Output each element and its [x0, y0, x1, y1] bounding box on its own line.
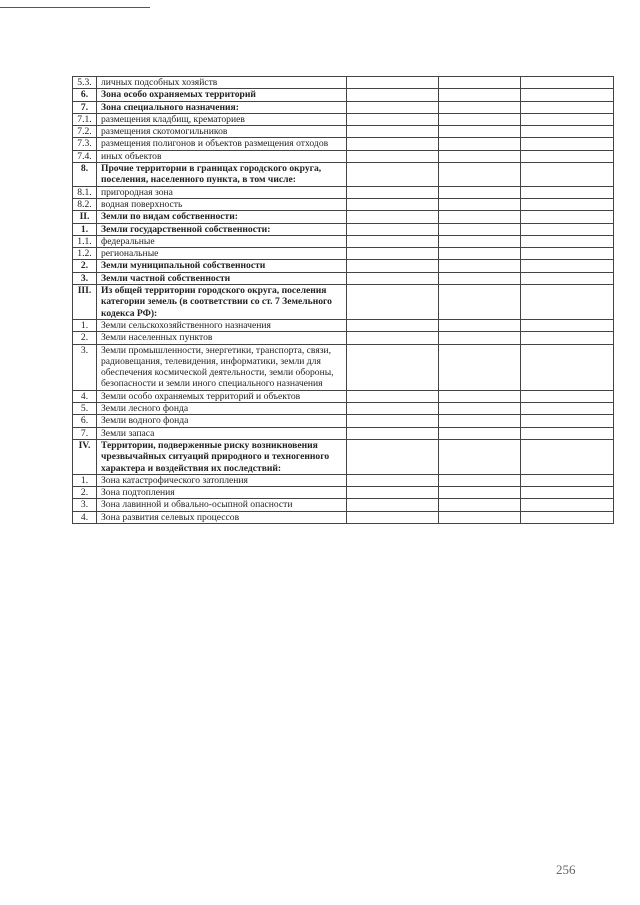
row-label: размещения полигонов и объектов размещения отходов [97, 138, 347, 150]
value-cell [521, 235, 614, 247]
row-number: 5.3. [73, 77, 97, 89]
value-cell [439, 211, 521, 223]
table-row [73, 415, 614, 427]
row-number: 4. [73, 390, 97, 402]
value-cell [347, 186, 439, 198]
value-cell [521, 77, 614, 89]
table-row [73, 126, 614, 138]
value-cell [347, 198, 439, 210]
table-row [73, 248, 614, 260]
table-row [73, 332, 614, 344]
value-cell [439, 138, 521, 150]
row-label: водная поверхность [97, 198, 347, 210]
value-cell [439, 499, 521, 511]
table-row [73, 113, 614, 125]
value-cell [439, 248, 521, 260]
row-number: 1. [73, 474, 97, 486]
value-cell [521, 474, 614, 486]
value-cell [521, 198, 614, 210]
value-cell [439, 439, 521, 474]
value-cell [439, 223, 521, 235]
value-cell [439, 235, 521, 247]
row-label: Земли запаса [97, 427, 347, 439]
value-cell [347, 126, 439, 138]
value-cell [521, 499, 614, 511]
value-cell [521, 272, 614, 284]
row-number: 8. [73, 163, 97, 187]
value-cell [521, 390, 614, 402]
row-number: 4. [73, 511, 97, 523]
row-label: Зона катастрофического затопления [97, 474, 347, 486]
table-row [73, 77, 614, 89]
value-cell [521, 101, 614, 113]
value-cell [439, 113, 521, 125]
row-label: Земли особо охраняемых территорий и объектов [97, 390, 347, 402]
row-number: 2. [73, 487, 97, 499]
row-number: III. [73, 285, 97, 320]
value-cell [439, 198, 521, 210]
row-label: Из общей территории городского округа, поселения категории земель (в соответствии со ст. 7 Земельного кодекса РФ): [97, 285, 347, 320]
value-cell [439, 474, 521, 486]
value-cell [439, 344, 521, 390]
value-cell [347, 439, 439, 474]
value-cell [439, 319, 521, 331]
value-cell [521, 211, 614, 223]
value-cell [521, 511, 614, 523]
value-cell [439, 77, 521, 89]
value-cell [439, 260, 521, 272]
page-number: 256 [556, 862, 576, 877]
value-cell [347, 344, 439, 390]
row-label: Земли промышленности, энергетики, транспорта, связи, радиовещания, телевидения, информатики, земли для обеспечения космической деятельности, земли обороны, безопасности и земли иного специального назначения [97, 344, 347, 390]
row-label: Зона особо охраняемых территорий [97, 89, 347, 101]
value-cell [439, 415, 521, 427]
table-row [73, 89, 614, 101]
table-body [73, 77, 614, 524]
row-label: Земли населенных пунктов [97, 332, 347, 344]
value-cell [347, 113, 439, 125]
value-cell [521, 126, 614, 138]
row-number: 7. [73, 101, 97, 113]
row-label: размещения кладбищ, крематориев [97, 113, 347, 125]
value-cell [347, 77, 439, 89]
row-number: 1.1. [73, 235, 97, 247]
value-cell [439, 511, 521, 523]
value-cell [347, 285, 439, 320]
value-cell [521, 332, 614, 344]
table-row [73, 260, 614, 272]
row-number: 7.3. [73, 138, 97, 150]
row-label: федеральные [97, 235, 347, 247]
value-cell [347, 260, 439, 272]
table-row [73, 487, 614, 499]
value-cell [439, 101, 521, 113]
row-number: 1. [73, 319, 97, 331]
header-rule [0, 7, 150, 8]
value-cell [521, 223, 614, 235]
row-number: 1.2. [73, 248, 97, 260]
value-cell [347, 403, 439, 415]
value-cell [439, 186, 521, 198]
row-number: 5. [73, 403, 97, 415]
row-label: Зона развития селевых процессов [97, 511, 347, 523]
table-row [73, 390, 614, 402]
value-cell [521, 344, 614, 390]
land-table [72, 76, 614, 524]
row-number: 6. [73, 89, 97, 101]
value-cell [521, 138, 614, 150]
table-row [73, 223, 614, 235]
value-cell [521, 439, 614, 474]
value-cell [347, 390, 439, 402]
value-cell [521, 487, 614, 499]
table-row [73, 211, 614, 223]
value-cell [347, 89, 439, 101]
row-number: II. [73, 211, 97, 223]
row-number: 1. [73, 223, 97, 235]
value-cell [439, 390, 521, 402]
value-cell [439, 285, 521, 320]
value-cell [439, 427, 521, 439]
value-cell [521, 163, 614, 187]
value-cell [347, 319, 439, 331]
value-cell [347, 248, 439, 260]
row-number: 8.2. [73, 198, 97, 210]
value-cell [439, 89, 521, 101]
row-label: размещения скотомогильников [97, 126, 347, 138]
table-row [73, 186, 614, 198]
value-cell [521, 150, 614, 162]
row-number: 8.1. [73, 186, 97, 198]
row-number: 3. [73, 499, 97, 511]
value-cell [521, 427, 614, 439]
row-number: 7. [73, 427, 97, 439]
table-row [73, 198, 614, 210]
row-label: личных подсобных хозяйств [97, 77, 347, 89]
row-label: пригородная зона [97, 186, 347, 198]
value-cell [347, 272, 439, 284]
table-row [73, 163, 614, 187]
row-label: Земли по видам собственности: [97, 211, 347, 223]
value-cell [521, 186, 614, 198]
row-number: 3. [73, 344, 97, 390]
value-cell [521, 285, 614, 320]
table-row [73, 101, 614, 113]
value-cell [347, 150, 439, 162]
row-label: Земли муниципальной собственности [97, 260, 347, 272]
row-number: 2. [73, 260, 97, 272]
table-row [73, 272, 614, 284]
value-cell [521, 260, 614, 272]
row-number: 2. [73, 332, 97, 344]
value-cell [347, 163, 439, 187]
table-row [73, 499, 614, 511]
row-label: Земли сельскохозяйственного назначения [97, 319, 347, 331]
row-label: Зона специального назначения: [97, 101, 347, 113]
row-number: 6. [73, 415, 97, 427]
value-cell [347, 211, 439, 223]
table-row [73, 319, 614, 331]
row-label: Земли лесного фонда [97, 403, 347, 415]
value-cell [347, 499, 439, 511]
table-row [73, 150, 614, 162]
row-label: Земли частной собственности [97, 272, 347, 284]
table-row [73, 439, 614, 474]
row-label: Земли государственной собственности: [97, 223, 347, 235]
row-label: региональные [97, 248, 347, 260]
value-cell [347, 474, 439, 486]
value-cell [439, 403, 521, 415]
row-number: 7.4. [73, 150, 97, 162]
value-cell [347, 415, 439, 427]
value-cell [439, 332, 521, 344]
value-cell [347, 235, 439, 247]
row-number: 7.2. [73, 126, 97, 138]
row-label: иных объектов [97, 150, 347, 162]
table-row [73, 403, 614, 415]
row-label: Зона лавинной и обвально-осыпной опасности [97, 499, 347, 511]
row-number: 7.1. [73, 113, 97, 125]
row-label: Прочие территории в границах городского округа, поселения, населенного пункта, в том числе: [97, 163, 347, 187]
value-cell [347, 511, 439, 523]
value-cell [439, 163, 521, 187]
value-cell [521, 319, 614, 331]
value-cell [347, 138, 439, 150]
value-cell [347, 332, 439, 344]
table-row [73, 235, 614, 247]
table-row [73, 344, 614, 390]
value-cell [521, 415, 614, 427]
value-cell [439, 150, 521, 162]
table-row [73, 474, 614, 486]
value-cell [347, 223, 439, 235]
value-cell [521, 89, 614, 101]
value-cell [439, 126, 521, 138]
value-cell [521, 113, 614, 125]
value-cell [347, 427, 439, 439]
table-row [73, 285, 614, 320]
row-label: Территории, подверженные риску возникновения чрезвычайных ситуаций природного и техногенного характера и воздействия их последствий: [97, 439, 347, 474]
table-row [73, 511, 614, 523]
value-cell [347, 487, 439, 499]
table-row [73, 427, 614, 439]
value-cell [347, 101, 439, 113]
value-cell [439, 272, 521, 284]
value-cell [439, 487, 521, 499]
table-row [73, 138, 614, 150]
value-cell [521, 403, 614, 415]
row-label: Земли водного фонда [97, 415, 347, 427]
row-number: 3. [73, 272, 97, 284]
value-cell [521, 248, 614, 260]
row-number: IV. [73, 439, 97, 474]
row-label: Зона подтопления [97, 487, 347, 499]
